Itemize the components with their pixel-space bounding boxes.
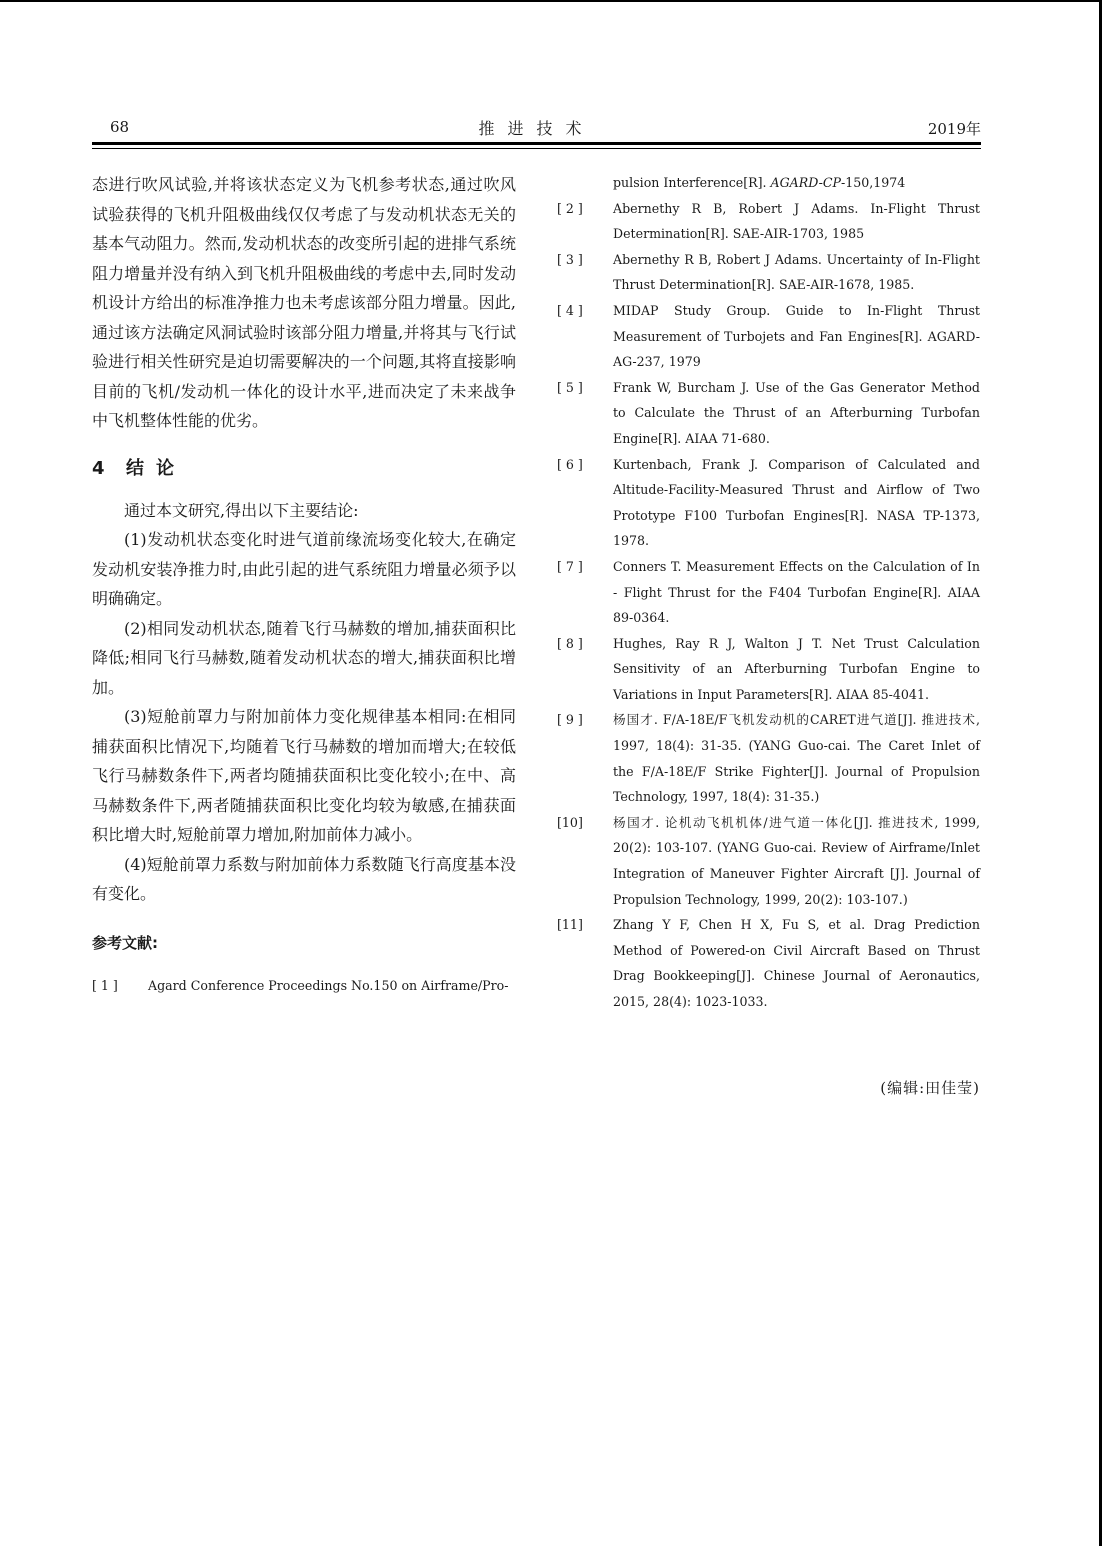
reference-item [92, 973, 516, 999]
right-column [557, 170, 980, 1015]
reference-text: Frank W, Burcham J. Use of the Gas Generator Method to Calculate the Thrust of an Afterburning Turbofan Engine[R]. AIAA 71-680. [613, 379, 980, 446]
reference-number: [ 9 ] [557, 712, 583, 728]
journal-title: 推进技术 [478, 119, 595, 138]
reference-text: Kurtenbach, Frank J. Comparison of Calculated and Altitude-Facility-Measured Thrust and Airflow of Two Prototype F100 Turbofan Engines[R]. NASA TP-1373, 1978. [613, 456, 980, 549]
reference-number: [ 4 ] [557, 302, 583, 318]
running-header [92, 110, 981, 140]
conclusion-item: (2)相同发动机状态,随着飞行马赫数的增加,捕获面积比降低;相同飞行马赫数,随着发动机状态的增大,捕获面积比增加。 [92, 618, 516, 697]
reference-text: Abernethy R B, Robert J Adams. In-Flight Thrust Determination[R]. SAE-AIR-1703, 1985 [613, 200, 980, 242]
reference-item [557, 912, 980, 1014]
reference-number: [ 7 ] [557, 558, 583, 574]
reference-item [557, 298, 980, 375]
conclusion-item: (1)发动机状态变化时进气道前缘流场变化较大,在确定发动机安装净推力时,由此引起的进气系统阻力增量必须予以明确确定。 [92, 530, 516, 608]
reference-text: Zhang Y F, Chen H X, Fu S, et al. Drag Prediction Method of Powered-on Civil Aircraft Based on Thrust Drag Bookkeeping[J]. Chinese Journal of Aeronautics, 2015, 28(4): 1023-1033. [613, 917, 980, 1009]
conclusion-intro: 通过本文研究,得出以下主要结论: [124, 500, 359, 520]
reference-item [557, 196, 980, 247]
reference-number: [ 1 ] [92, 977, 118, 993]
reference-text: 杨国才. 论机动飞机机体/进气道一体化[J]. 推进技术, 1999, 20(2): 103-107. (YANG Guo-cai. Review of Airframe/Inlet Integration of Maneuver Fighter Aircraft [J]. Journal of Propulsion Technology, 1999, 20(2): 103-107.) [613, 814, 980, 907]
left-column [92, 170, 516, 999]
reference-number: [11] [557, 917, 583, 933]
reference-text: Abernethy R B, Robert J Adams. Uncertainty of In-Flight Thrust Determination[R]. SAE-AIR-1678, 1985. [613, 251, 980, 293]
reference-item [557, 247, 980, 298]
reference-number: [ 3 ] [557, 251, 583, 267]
reference-number: [ 6 ] [557, 456, 583, 472]
reference-text-continuation: pulsion Interference[R]. AGARD-CP-150,1974 [613, 175, 906, 190]
conclusion-item: (3)短舱前罩力与附加前体力变化规律基本相同:在相同捕获面积比情况下,均随着飞行马赫数的增加而增大;在较低飞行马赫数条件下,两者均随捕获面积比变化较小;在中、高马赫数条件下,两者随捕获面积比变化均较为敏感,在捕获面积比增大时,短舱前罩力增加,附加前体力减小。 [92, 707, 516, 844]
editor-note: (编辑:田佳莹) [880, 1079, 980, 1097]
section-heading [92, 454, 516, 484]
reference-text: Agard Conference Proceedings No.150 on Airframe/Pro- [148, 977, 509, 993]
body-text [92, 170, 516, 436]
section-number: 4 [92, 457, 105, 479]
header-rule-thick [92, 142, 981, 145]
reference-number: [ 2 ] [557, 200, 583, 216]
reference-number: [ 5 ] [557, 379, 583, 395]
references-title: 参考文献: [92, 933, 158, 952]
reference-text: Conners T. Measurement Effects on the Calculation of In - Flight Thrust for the F404 Turbofan Engine[R]. AIAA 89-0364. [613, 558, 980, 626]
reference-number: [10] [557, 814, 583, 830]
conclusion-item: (4)短舱前罩力系数与附加前体力系数随飞行高度基本没有变化。 [92, 854, 516, 903]
reference-item [557, 375, 980, 452]
journal-year: 2019年 [927, 120, 981, 138]
reference-text: MIDAP Study Group. Guide to In-Flight Thrust Measurement of Turbojets and Fan Engines[R]. AGARD-AG-237, 1979 [613, 302, 980, 370]
conclusions [92, 496, 516, 909]
reference-text: Hughes, Ray R J, Walton J T. Net Trust Calculation Sensitivity of an Afterburning Turbofan Engine to Variations in Input Parameters[R]. AIAA 85-4041. [613, 635, 980, 702]
reference-item [557, 554, 980, 631]
section-title: 结论 [126, 457, 186, 479]
reference-item [557, 631, 980, 708]
reference-item-continued [557, 170, 980, 196]
header-rule-thin [92, 148, 981, 149]
reference-item [557, 810, 980, 912]
reference-number: [ 8 ] [557, 635, 583, 651]
page-number: 68 [110, 118, 130, 136]
reference-item [557, 452, 980, 554]
body-paragraph: 态进行吹风试验,并将该状态定义为飞机参考状态,通过吹风试验获得的飞机升阻极曲线仅仅考虑了与发动机状态无关的基本气动阻力。然而,发动机状态的改变所引起的进排气系统阻力增量并没有纳入到飞机升阻极曲线的考虑中去,同时发动机设计方给出的标准净推力也未考虑该部分阻力增量。因此,通过该方法确定风洞试验时该部分阻力增量,并将其与飞行试验进行相关性研究是迫切需要解决的一个问题,其将直接影响目前的飞机/发动机一体化的设计水平,进而决定了未来战争中飞机整体性能的优劣。 [92, 175, 516, 430]
reference-item [557, 707, 980, 809]
top-border [0, 0, 1102, 2]
reference-text: 杨国才. F/A-18E/F飞机发动机的CARET进气道[J]. 推进技术, 1997, 18(4): 31-35. (YANG Guo-cai. The Caret Inlet of the F/A-18E/F Strike Fighter[J]. Journal of Propulsion Technology, 1997, 18(4): 31-35.) [613, 712, 980, 805]
